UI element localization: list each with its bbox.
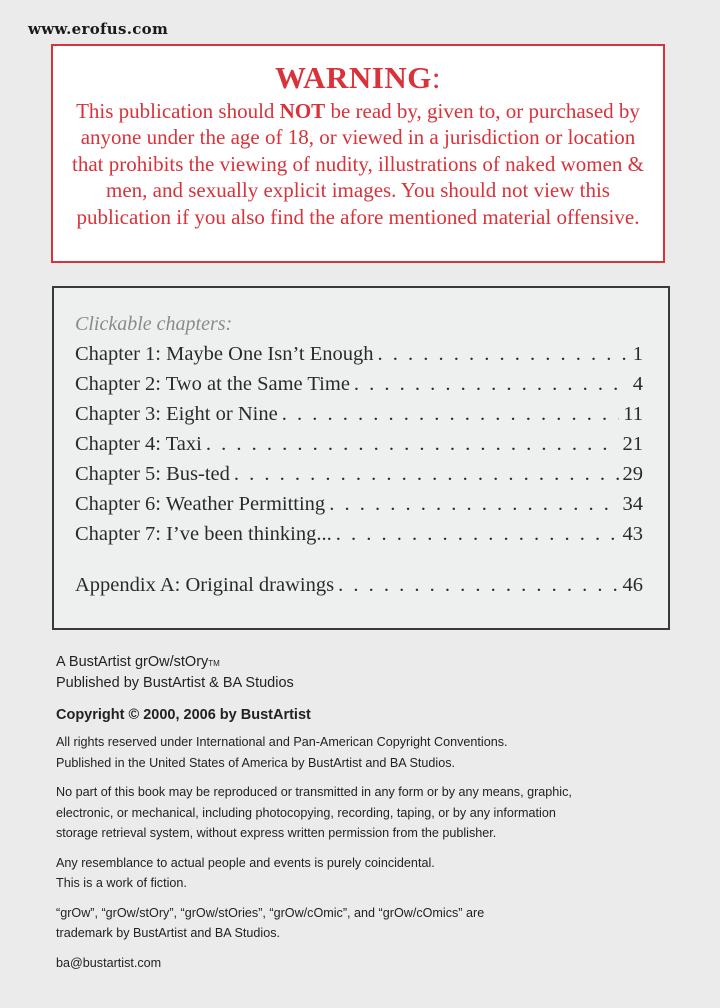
toc-leader-dots [354, 373, 629, 396]
trademark-line-2: trademark by BustArtist and BA Studios. [56, 926, 280, 940]
toc-page-number: 11 [623, 403, 643, 425]
toc-page-number: 29 [622, 463, 643, 485]
rights-line-1: All rights reserved under International and Pan-American Copyright Conventions. [56, 735, 508, 749]
reproduction-line-2: electronic, or mechanical, including photocopying, recording, taping, or by any information [56, 805, 556, 820]
toc-page-number: 34 [622, 493, 643, 515]
toc-link-chapter-5[interactable] [75, 463, 643, 491]
warning-colon: : [431, 60, 441, 95]
toc-page-number: 21 [622, 433, 643, 455]
table-of-contents [52, 286, 670, 630]
toc-title: Chapter 3: Eight or Nine [75, 403, 278, 425]
toc-leader-dots [206, 433, 619, 456]
warning-title [53, 60, 663, 96]
toc-page-number: 43 [622, 523, 643, 545]
series-line [56, 652, 666, 673]
watermark-text: www.erofus.com [28, 20, 169, 38]
toc-link-chapter-4[interactable] [75, 433, 643, 461]
warning-text-emphasis: NOT [279, 99, 326, 123]
toc-title: Chapter 6: Weather Permitting [75, 493, 326, 515]
colophon [56, 652, 666, 973]
resemblance-line-2: This is a work of fiction. [56, 876, 187, 890]
toc-title: Chapter 5: Bus-ted [75, 463, 230, 485]
trademark-symbol: TM [208, 659, 220, 668]
toc-leader-dots [234, 463, 619, 486]
reproduction-line-3: storage retrieval system, without express written permission from the publisher. [56, 826, 497, 840]
toc-link-chapter-7[interactable] [75, 523, 643, 551]
toc-title: Chapter 1: Maybe One Isn’t Enough [75, 343, 374, 365]
rights-line-2: Published in the United States of America by BustArtist and BA Studios. [56, 755, 456, 770]
toc-leader-dots [338, 574, 618, 597]
toc-title: Appendix A: Original drawings [75, 574, 335, 596]
toc-title: Chapter 2: Two at the Same Time [75, 373, 350, 395]
toc-link-appendix-a[interactable] [75, 574, 643, 602]
toc-link-chapter-2[interactable] [75, 373, 643, 401]
toc-page-number: 46 [622, 574, 643, 596]
toc-leader-dots [282, 403, 620, 426]
toc-link-chapter-6[interactable] [75, 493, 643, 521]
toc-link-chapter-1[interactable] [75, 343, 643, 371]
warning-title-text: WARNING [275, 60, 432, 95]
warning-text-part1: This publication should [76, 99, 280, 123]
copyright-line: Copyright © 2000, 2006 by BustArtist [56, 707, 311, 723]
toc-title: Chapter 4: Taxi [75, 433, 202, 455]
publisher-line: Published by BustArtist & BA Studios [56, 675, 294, 691]
toc-title: Chapter 7: I’ve been thinking... [75, 523, 332, 545]
toc-leader-dots [336, 523, 619, 546]
series-text: A BustArtist grOw/stOry [56, 654, 209, 670]
warning-text [53, 98, 663, 230]
warning-box [51, 44, 665, 263]
toc-page-number: 1 [632, 343, 643, 365]
resemblance-line-1: Any resemblance to actual people and events is purely coincidental. [56, 855, 435, 870]
toc-link-chapter-3[interactable] [75, 403, 643, 431]
toc-leader-dots [378, 343, 629, 366]
contact-email[interactable]: ba@bustartist.com [56, 955, 162, 970]
warning-text-part2: be read by, given to, or purchased by anyone under the age of 18, or viewed in a jurisdiction or location that prohibits the viewing of nudity, illustrations of naked women & men, and sexually explicit images. You should not view this publication if you also find the afore mentioned material offensive. [72, 99, 644, 229]
reproduction-line-1: No part of this book may be reproduced or transmitted in any form or by any means, graphic, [56, 785, 572, 799]
toc-page-number: 4 [632, 373, 643, 395]
trademark-line-1: “grOw”, “grOw/stOry”, “grOw/stOries”, “grOw/cOmic”, and “grOw/cOmics” are [56, 905, 485, 920]
toc-leader-dots [329, 493, 618, 516]
toc-heading: Clickable chapters: [75, 313, 233, 335]
